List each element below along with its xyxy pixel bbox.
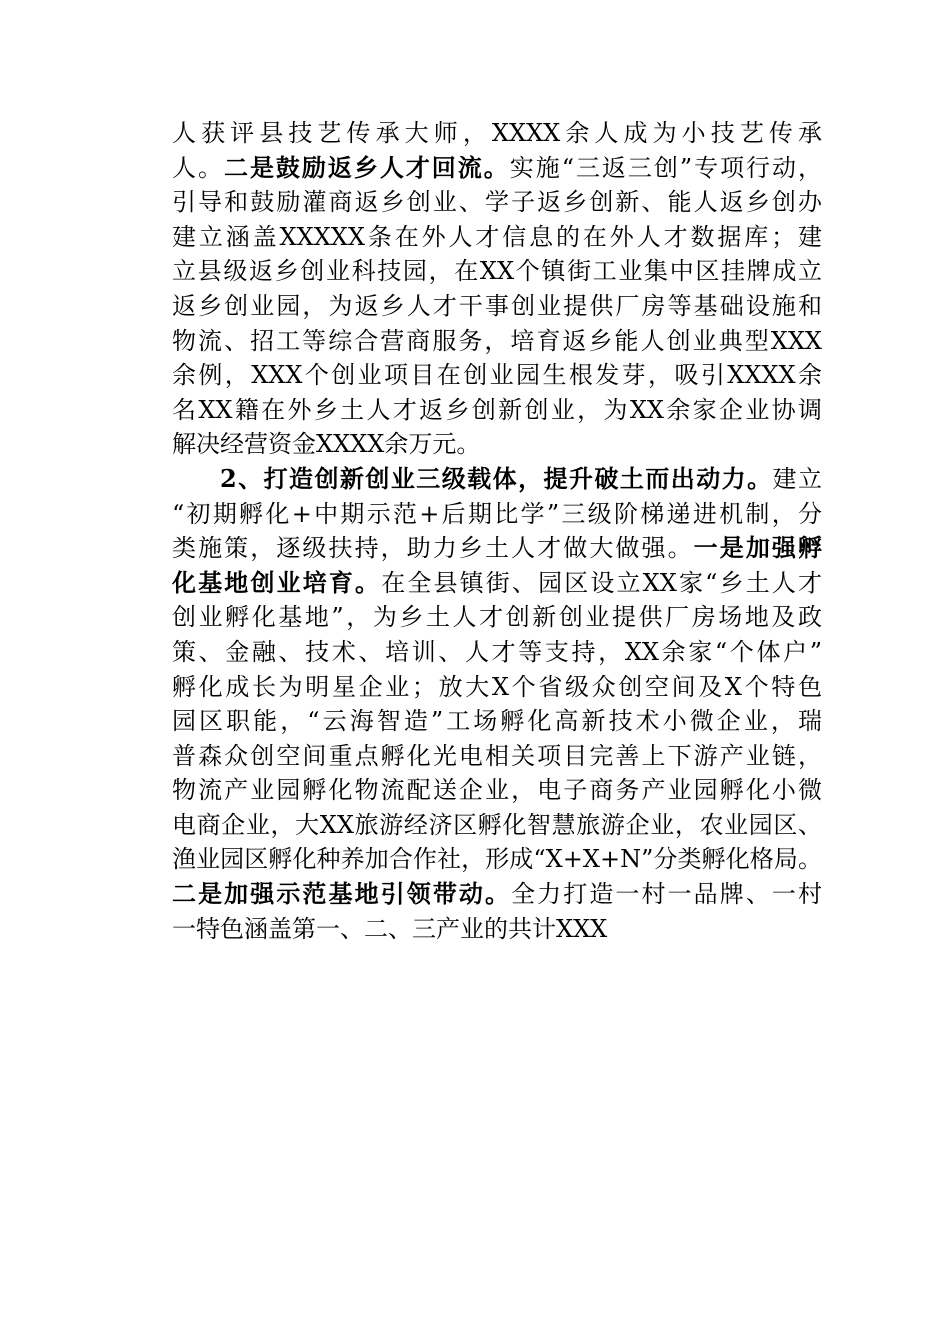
text-line [172, 912, 822, 947]
bold-text-segment: 2、打造创新创业三级载体，提升破土而出动力。 [220, 463, 773, 493]
text-line [172, 566, 822, 601]
text-segment: “初期孵化+中期示范+后期比学”三级阶梯递进机制，分 [172, 499, 822, 528]
text-line [172, 358, 822, 393]
text-line [172, 600, 822, 635]
text-line [172, 220, 822, 255]
text-line [172, 185, 822, 220]
text-line [172, 254, 822, 289]
text-segment: 普森众创空间重点孵化光电相关项目完善上下游产业链， [172, 741, 822, 770]
bold-text-segment: 一是加强孵 [693, 533, 823, 563]
text-segment: 物流、招工等综合营商服务，培育返乡能人创业典型XXX [172, 326, 822, 355]
text-line [172, 116, 822, 151]
text-line [172, 877, 822, 912]
text-line [172, 289, 822, 324]
text-segment: 余例，XXX个创业项目在创业园生根发芽，吸引XXXX余 [172, 361, 822, 390]
bold-text-segment: 二是加强示范基地引领带动。 [172, 879, 512, 909]
text-segment: 全力打造一村一品牌、一村 [511, 880, 823, 909]
text-line [172, 635, 822, 670]
text-segment: 立县级返乡创业科技园，在XX个镇街工业集中区挂牌成立 [172, 257, 822, 286]
text-segment: 一特色涵盖第一、二、三产业的共计XXX [172, 914, 608, 943]
text-segment: 策、金融、技术、培训、人才等支持，XX余家“个体户” [172, 637, 822, 666]
text-segment: 渔业园区孵化种养加合作社，形成“X+X+N”分类孵化格局。 [172, 845, 822, 874]
text-line [172, 773, 822, 808]
text-line [172, 427, 822, 462]
text-segment: 孵化成长为明星企业；放大X个省级众创空间及X个特色 [172, 672, 822, 701]
text-segment: 类施策，逐级扶持，助力乡土人才做大做强。 [172, 534, 694, 563]
text-segment: 实施“三返三创”专项行动， [509, 153, 823, 182]
text-line [172, 324, 822, 359]
text-segment: 引导和鼓励灌商返乡创业、学子返乡创新、能人返乡创办 [172, 188, 822, 217]
text-line [172, 462, 822, 497]
text-segment: 名XX籍在外乡土人才返乡创新创业，为XX余家企业协调 [172, 395, 822, 424]
bold-text-segment: 化基地创业培育。 [172, 567, 382, 597]
text-line [172, 151, 822, 186]
text-line [172, 739, 822, 774]
text-line [172, 497, 822, 532]
text-line [172, 704, 822, 739]
text-segment: 创业孵化基地”，为乡土人才创新创业提供厂房场地及政 [172, 603, 822, 632]
document-body [172, 116, 822, 946]
text-line [172, 531, 822, 566]
text-segment: 解决经营资金XXXX余万元。 [172, 430, 481, 459]
text-segment: 人。 [172, 153, 224, 182]
text-segment: 在全县镇街、园区设立XX家“乡土人才 [381, 568, 822, 597]
text-segment: 电商企业，大XX旅游经济区孵化智慧旅游企业，农业园区、 [172, 810, 822, 839]
text-segment: 建立涵盖XXXXX条在外人才信息的在外人才数据库；建 [172, 222, 822, 251]
text-segment: 园区职能，“云海智造”工场孵化高新技术小微企业，瑞 [172, 707, 822, 736]
bold-text-segment: 二是鼓励返乡人才回流。 [223, 152, 510, 182]
text-segment: 人获评县技艺传承大师，XXXX余人成为小技艺传承 [172, 119, 822, 147]
text-segment: 返乡创业园，为返乡人才干事创业提供厂房等基础设施和 [172, 291, 822, 320]
text-line [172, 393, 822, 428]
text-line [172, 670, 822, 705]
text-segment: 物流产业园孵化物流配送企业，电子商务产业园孵化小微 [172, 776, 822, 805]
text-segment: 建立 [772, 464, 822, 493]
text-line [172, 808, 822, 843]
text-line [172, 842, 822, 877]
